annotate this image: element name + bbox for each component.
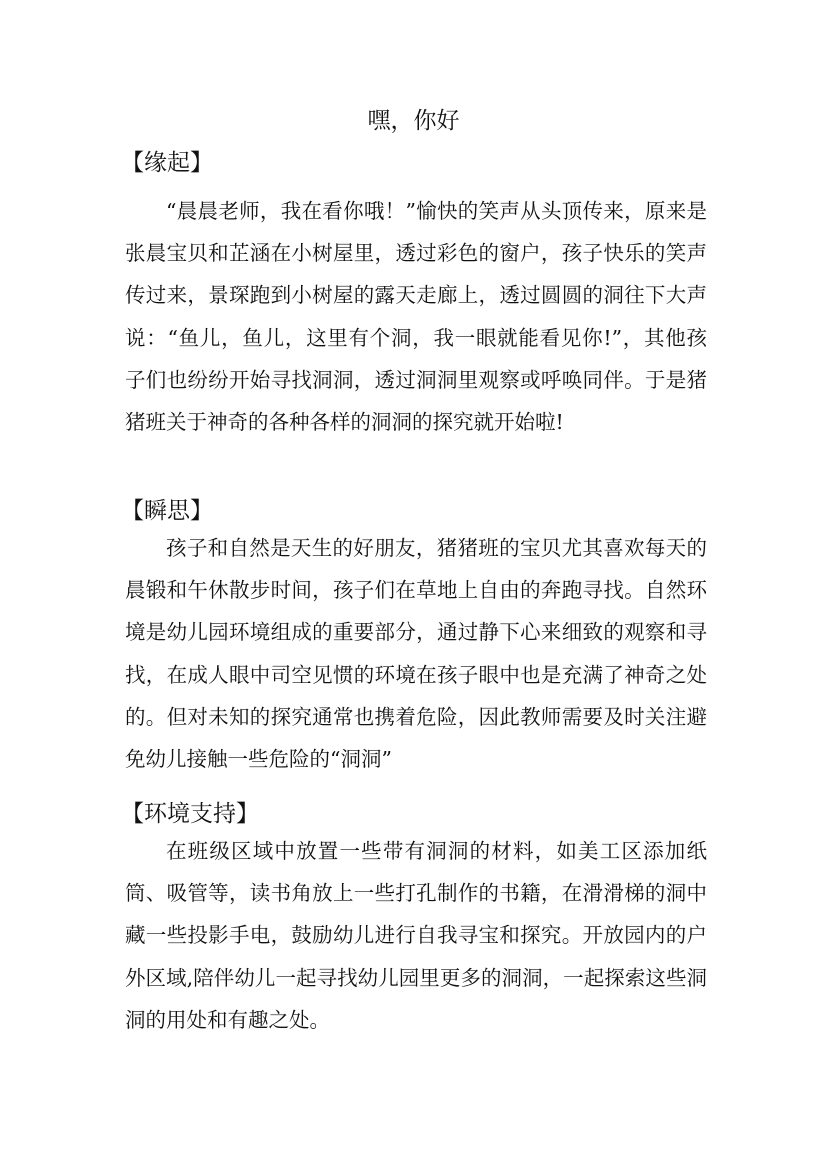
section-body-environment-support: 在班级区域中放置一些带有洞洞的材料，如美工区添加纸筒、吸管等，读书角放上一些打孔制作的书籍，在滑滑梯的洞中藏一些投影手电，鼓励幼儿进行自我寻宝和探究。开放园内的户外区域,陪伴幼儿一起寻找幼儿园里更多的洞洞，一起探索这些洞洞的用处和有趣之处。 bbox=[125, 839, 707, 1032]
section-body-origin: “晨晨老师，我在看你哦！”愉快的笑声从头顶传来，原来是张晨宝贝和芷涵在小树屋里，透过彩色的窗户，孩子快乐的笑声传过来，景琛跑到小树屋的露天走廊上，透过圆圆的洞往下大声说：“鱼儿，鱼儿，这里有个洞，我一眼就能看见你!”，其他孩子们也纷纷开始寻找洞洞，透过洞洞里观察或呼唤同伴。于是猪猪班关于神奇的各种各样的洞洞的探究就开始啦! bbox=[125, 199, 707, 435]
section-heading-origin: 【缘起】 bbox=[121, 150, 213, 176]
section-heading-environment-support: 【环境支持】 bbox=[121, 801, 259, 827]
document-title: 嘿，你好 bbox=[367, 108, 460, 134]
section-body-reflection: 孩子和自然是天生的好朋友，猪猪班的宝贝尤其喜欢每天的晨锻和午休散步时间，孩子们在草地上自由的奔跑寻找。自然环境是幼儿园环境组成的重要部分，通过静下心来细致的观察和寻找，在成人眼中司空见惯的环境在孩子眼中也是充满了神奇之处的。但对未知的探究通常也携着危险，因此教师需要及时关注避免幼儿接触一些危险的“洞洞” bbox=[125, 536, 707, 772]
section-heading-reflection: 【瞬思】 bbox=[121, 498, 213, 524]
